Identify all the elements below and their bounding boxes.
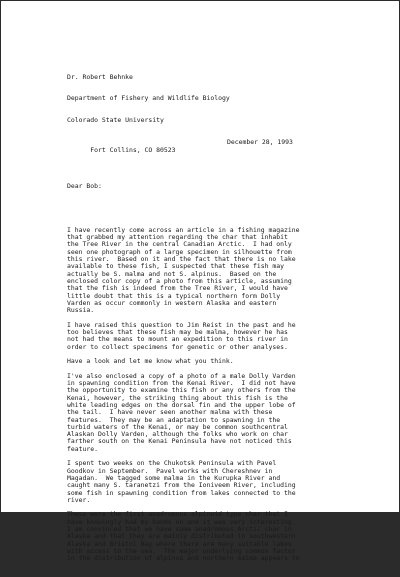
paragraph-line: the tail. I have never seen another malma with these — [67, 408, 273, 417]
paragraph-line: that the fish is indeed from the Tree River, I would have — [67, 284, 288, 293]
paragraph-line: These were the first anadromous alpinoid type char that I — [67, 510, 288, 519]
paragraph-line: available to these fish, I suspected that these fish may — [67, 262, 285, 271]
paragraph-line: feature. — [67, 444, 99, 453]
paragraph-line: actually be S. malma and not S. alpinus. Based on the — [67, 269, 277, 278]
paragraph-line: I am convinced that we have some anadromous Arctic char in — [67, 525, 292, 533]
paragraph-line: Alaska and that they are mainly distributed in southwestern — [67, 532, 296, 541]
paragraph-line: Alaskan Dolly Varden, although the folks who work on char — [67, 430, 288, 439]
paragraph-line: that grabbed my attention regarding the char that inhabit — [67, 233, 288, 242]
recipient-institution: Colorado State University — [67, 116, 164, 125]
recipient-name: Dr. Robert Behnke — [67, 72, 133, 81]
paragraph-line: enclosed color copy of a photo from this article, assuming — [67, 276, 292, 285]
paragraph-line: white leading edges on the dorsal fin and the upper lobe of — [67, 400, 296, 409]
recipient-city: Fort Collins, CO 80523 — [90, 145, 176, 154]
letter-date: December 28, 1993 — [227, 138, 293, 147]
paragraph-line: Magadan. We tagged some malma in the Kurupka River and — [67, 473, 281, 482]
letter-body — [67, 59, 367, 577]
paragraph-line: too believes that these fish may be malma, however he has — [67, 327, 288, 336]
paragraph-line: river. — [67, 495, 91, 504]
paragraph-line: some fish in spawning condition from lakes connected to the — [67, 488, 296, 497]
paragraph-line: Varden as occur commonly in western Alaska and eastern — [67, 298, 277, 307]
paragraph-line: I've also enclosed a copy of a photo of a male Dolly Varden — [67, 371, 296, 380]
paragraph-line: order to collect specimens for genetic or other analyses. — [67, 342, 288, 351]
paragraph-line: this river. Based on it and the fact that there is no lake — [67, 255, 296, 264]
paragraph-line: features. They may be an adaptation to spawning in the — [67, 415, 281, 424]
paragraph-line: little doubt that this is a typical northern form Dolly — [67, 291, 281, 300]
paragraph-line: seen one photograph of a large specimen in silhouette from — [67, 247, 292, 256]
paragraph-line: Goodkov in September. Pavel works with Chereshnev in — [67, 466, 273, 475]
paragraph-line: not had the means to mount an expedition to this river in — [67, 335, 288, 344]
paragraph — [67, 460, 367, 504]
paragraph-line: with access to the sea. The major underlying common factor — [67, 546, 296, 555]
recipient-department: Department of Fishery and Wildlife Biology — [67, 94, 230, 103]
paragraph-line: Kenai, however, the striking thing about this fish is the — [67, 393, 288, 402]
paragraph-line: Have a look and let me know what you think. — [67, 357, 234, 366]
paragraph-line: I have recently come across an article in a fishing magazine — [67, 225, 300, 234]
paragraph-line: I have raised this question to Jim Reist in the past and he — [67, 320, 296, 329]
paragraph-line: the opportunity to examine this fish or any others from the — [67, 386, 296, 395]
paragraph — [67, 358, 367, 365]
paragraph — [67, 322, 367, 351]
paragraph-line: Alaska and Bristol Bay where there are many suitable lakes — [67, 539, 292, 548]
paragraph-line: Russia. — [67, 306, 95, 315]
salutation: Dear Bob: — [67, 182, 102, 191]
paragraph-line: I spent two weeks on the Chukotsk Peninsula with Pavel — [67, 459, 277, 468]
paragraph-line: in the distribution of alpinus and northern malma appears to — [67, 554, 300, 563]
paragraph — [67, 227, 367, 315]
paragraph-line: farther south on the Kenai Peninsula have not noticed this — [67, 437, 292, 446]
paragraph — [67, 511, 367, 562]
paragraph-line: the Tree River in the central Canadian Arctic. I had only — [67, 240, 292, 249]
paragraph-line: in spawning condition from the Kenai River. I did not have — [67, 379, 296, 388]
paragraph — [67, 373, 367, 453]
letter-page — [1, 1, 399, 563]
paragraph-line: caught many S. taranetzi from the Ioniveem River, including — [67, 481, 296, 490]
paragraph-line: have knowingly had my hands on and it was very interesting. — [67, 517, 296, 526]
letter-paragraphs — [67, 227, 367, 563]
recipient-city-row — [67, 138, 367, 154]
paragraph-line: turbid waters of the Kenai, or may be common southcentral — [67, 422, 288, 431]
